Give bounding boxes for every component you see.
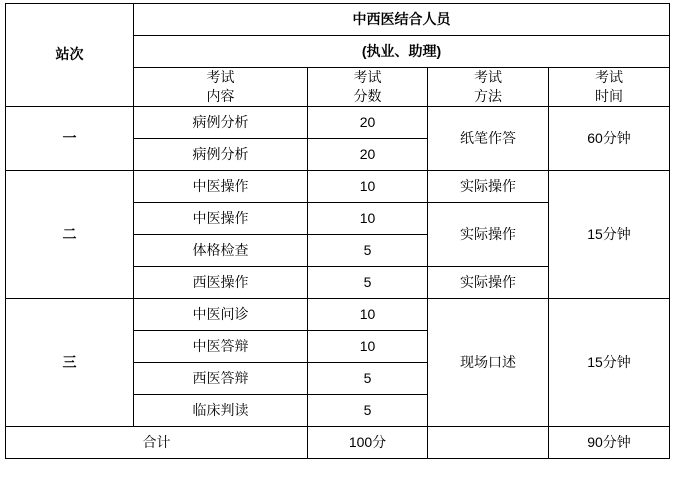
exam-time: 60分钟 — [549, 106, 670, 170]
header-col-method-line1: 考试 — [474, 69, 502, 85]
exam-score: 10 — [308, 298, 428, 330]
table-row — [6, 298, 670, 330]
station-name-2: 二 — [6, 170, 134, 298]
exam-schedule-table — [5, 3, 670, 459]
exam-score: 20 — [308, 138, 428, 170]
exam-content: 中医操作 — [134, 202, 308, 234]
exam-content: 中医操作 — [134, 170, 308, 202]
header-col-content — [134, 68, 308, 107]
table-row — [6, 106, 670, 138]
exam-content: 体格检查 — [134, 234, 308, 266]
header-col-score-line2: 分数 — [353, 87, 382, 104]
header-col-method — [428, 68, 549, 107]
header-col-score-line1: 考试 — [353, 69, 382, 85]
exam-score: 10 — [308, 202, 428, 234]
header-col-time — [549, 68, 670, 107]
header-col-content-line2: 内容 — [206, 87, 235, 104]
exam-score: 5 — [308, 394, 428, 426]
exam-content: 中医问诊 — [134, 298, 308, 330]
table-row — [6, 170, 670, 202]
exam-method: 实际操作 — [428, 266, 549, 298]
header-col-time-line1: 考试 — [595, 69, 623, 85]
exam-method: 实际操作 — [428, 202, 549, 266]
exam-score: 10 — [308, 170, 428, 202]
exam-score: 5 — [308, 362, 428, 394]
exam-content: 临床判读 — [134, 394, 308, 426]
header-main-title-line2: (执业、助理) — [134, 36, 670, 68]
header-col-score — [308, 68, 428, 107]
header-main-title-line1: 中西医结合人员 — [134, 4, 670, 36]
exam-content: 西医答辩 — [134, 362, 308, 394]
table-header-row-title — [6, 4, 670, 36]
station-name-1: 一 — [6, 106, 134, 170]
exam-time: 15分钟 — [549, 298, 670, 426]
exam-content: 中医答辩 — [134, 330, 308, 362]
header-col-content-line1: 考试 — [206, 69, 235, 85]
exam-method: 实际操作 — [428, 170, 549, 202]
exam-score: 5 — [308, 234, 428, 266]
table-footer-row — [6, 426, 670, 458]
exam-method: 现场口述 — [428, 298, 549, 426]
exam-time: 15分钟 — [549, 170, 670, 298]
exam-content: 西医操作 — [134, 266, 308, 298]
exam-content: 病例分析 — [134, 138, 308, 170]
exam-method: 纸笔作答 — [428, 106, 549, 170]
total-time: 90分钟 — [549, 426, 670, 458]
exam-score: 20 — [308, 106, 428, 138]
header-station: 站次 — [6, 4, 134, 107]
exam-score: 10 — [308, 330, 428, 362]
header-col-method-line2: 方法 — [474, 87, 502, 104]
total-score: 100分 — [308, 426, 428, 458]
total-label: 合计 — [6, 426, 308, 458]
exam-content: 病例分析 — [134, 106, 308, 138]
exam-score: 5 — [308, 266, 428, 298]
station-name-3: 三 — [6, 298, 134, 426]
header-col-time-line2: 时间 — [595, 87, 623, 104]
total-method — [428, 426, 549, 458]
